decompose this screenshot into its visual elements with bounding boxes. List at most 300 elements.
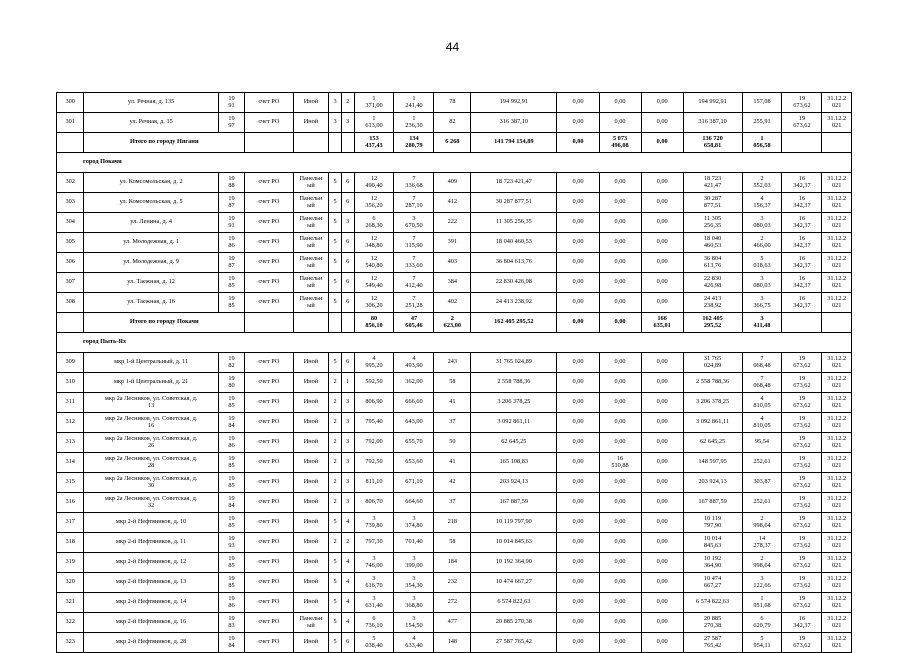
- cell-row-number: 311: [57, 393, 84, 413]
- cell-cost-per-sqm: 5 954,11: [742, 633, 782, 653]
- cell-federal-funds: 0,00: [557, 393, 599, 413]
- cell-living-area: 3 154,50: [394, 613, 434, 633]
- cell-address: мкр 2-й Нефтяников, д. 14: [84, 593, 219, 613]
- cell-address: мкр 2-й Нефтяников, д. 16: [84, 613, 219, 633]
- cell-limit-cost-per-sqm: 19 673,62: [782, 493, 822, 513]
- cell-row-number: 301: [57, 113, 84, 133]
- cell-region-funds: 0,00: [599, 193, 641, 213]
- cell-floors: 5: [329, 213, 342, 233]
- cell-floors: 2: [329, 433, 342, 453]
- cell-wall-material: Иной: [293, 573, 329, 593]
- cell-municipal-funds: 0,00: [641, 113, 683, 133]
- cell-address: мкр 2а Лесников, ул. Советская, д. 13: [84, 393, 219, 413]
- cell-region-funds: 0,00: [599, 413, 641, 433]
- cell-total-cost: 22 830 426,98: [471, 273, 557, 293]
- cell-living-area: 655,70: [394, 433, 434, 453]
- cell-floors: 5: [329, 193, 342, 213]
- city-name: город Пыть-Ях: [57, 333, 852, 353]
- cell-row-number: 300: [57, 93, 84, 113]
- cell-limit-cost-per-sqm: 19 673,62: [782, 93, 822, 113]
- cell-address: ул. Комсомольская, д. 2: [84, 173, 219, 193]
- cell-total-cost: 10 014 845,63: [471, 533, 557, 553]
- cell-region-funds: 0,00: [599, 353, 641, 373]
- cell-living-area: 4 633,40: [394, 633, 434, 653]
- cell-total-area: 792,00: [354, 433, 394, 453]
- cell-cost-per-sqm: 1 951,68: [742, 593, 782, 613]
- cell-entrances: 2: [341, 93, 354, 113]
- cell-total-area: 4 995,20: [354, 353, 394, 373]
- cell-floors: 5: [329, 253, 342, 273]
- cell-limit-cost-per-sqm: 16 342,37: [782, 253, 822, 273]
- cell-owner-funds: 316 387,10: [683, 113, 742, 133]
- cell-total-cost: 36 804 613,76: [471, 253, 557, 273]
- cell-residents: 402: [434, 293, 471, 313]
- cell-account-type: счет РО: [245, 593, 293, 613]
- cell-year-built: 19 85: [218, 293, 244, 313]
- cell-region-funds: 0,00: [599, 393, 641, 413]
- cell-wall-material: Иной: [293, 493, 329, 513]
- cell-deadline: 31.12.2 021: [822, 93, 852, 113]
- total-cell-municipal-funds: 0,00: [641, 133, 683, 153]
- cell-cost-per-sqm: 4 156,37: [742, 193, 782, 213]
- cell-living-area: 7 336,68: [394, 173, 434, 193]
- cell-floors: 2: [329, 473, 342, 493]
- cell-year-built: 19 85: [218, 513, 244, 533]
- cell-municipal-funds: 0,00: [641, 413, 683, 433]
- cell-deadline: 31.12.2 021: [822, 553, 852, 573]
- cell-region-funds: 0,00: [599, 113, 641, 133]
- cell-total-area: 3 616,70: [354, 573, 394, 593]
- cell-total-cost: 20 885 270,38: [471, 613, 557, 633]
- cell-entrances: 6: [341, 193, 354, 213]
- table-row: [57, 393, 852, 413]
- cell-region-funds: 0,00: [599, 273, 641, 293]
- cell-floors: 5: [329, 513, 342, 533]
- cell-wall-material: Иной: [293, 93, 329, 113]
- cell-residents: 384: [434, 273, 471, 293]
- cell-federal-funds: 0,00: [557, 373, 599, 393]
- cell-address: мкр 2а Лесников, ул. Советская, д. 30: [84, 473, 219, 493]
- cell-row-number: 302: [57, 173, 84, 193]
- cell-cost-per-sqm: 3 366,75: [742, 293, 782, 313]
- cell-entrances: 4: [341, 553, 354, 573]
- cell-federal-funds: 0,00: [557, 473, 599, 493]
- cell-municipal-funds: 0,00: [641, 293, 683, 313]
- cell-total-area: 806,70: [354, 493, 394, 513]
- cell-account-type: счет РО: [245, 433, 293, 453]
- cell-address: мкр 2а Лесников, ул. Советская, д. 16: [84, 413, 219, 433]
- cell-total-cost: 194 992,91: [471, 93, 557, 113]
- cell-municipal-funds: 0,00: [641, 373, 683, 393]
- total-cell-municipal-funds: 166 635,01: [641, 313, 683, 333]
- cell-residents: 391: [434, 233, 471, 253]
- cell-total-area: 797,30: [354, 533, 394, 553]
- cell-account-type: счет РО: [245, 353, 293, 373]
- cell-total-cost: 3 206 378,25: [471, 393, 557, 413]
- cell-address: мкр 2-й Нефтяников, д. 10: [84, 513, 219, 533]
- cell-wall-material: Иной: [293, 633, 329, 653]
- cell-year-built: 19 91: [218, 93, 244, 113]
- cell-entrances: 3: [341, 433, 354, 453]
- cell-owner-funds: 18 040 460,53: [683, 233, 742, 253]
- cell-floors: 2: [329, 393, 342, 413]
- cell-wall-material: Иной: [293, 373, 329, 393]
- cell-municipal-funds: 0,00: [641, 473, 683, 493]
- cell-total-cost: 10 119 797,90: [471, 513, 557, 533]
- cell-limit-cost-per-sqm: 19 673,62: [782, 553, 822, 573]
- cell-cost-per-sqm: 4 810,05: [742, 393, 782, 413]
- cell-deadline: 31.12.2 021: [822, 453, 852, 473]
- cell-wall-material: Иной: [293, 413, 329, 433]
- cell-row-number: 303: [57, 193, 84, 213]
- cell-region-funds: 0,00: [599, 93, 641, 113]
- cell-total-cost: 24 413 238,92: [471, 293, 557, 313]
- cell-account-type: счет РО: [245, 93, 293, 113]
- cell-owner-funds: 10 119 797,90: [683, 513, 742, 533]
- total-cell-owner-funds: 136 720 658,81: [683, 133, 742, 153]
- cell-wall-material: Иной: [293, 393, 329, 413]
- cell-wall-material: Иной: [293, 453, 329, 473]
- cell-cost-per-sqm: 252,61: [742, 493, 782, 513]
- cell-floors: 3: [329, 113, 342, 133]
- cell-row-number: 318: [57, 533, 84, 553]
- cell-residents: 37: [434, 413, 471, 433]
- cell-address: ул. Молодежная, д. 9: [84, 253, 219, 273]
- cell-wall-material: Иной: [293, 513, 329, 533]
- cell-empty: [329, 133, 342, 153]
- cell-entrances: 3: [341, 113, 354, 133]
- cell-total-area: 592,50: [354, 373, 394, 393]
- cell-residents: 58: [434, 533, 471, 553]
- total-cell-owner-funds: 162 405 295,52: [683, 313, 742, 333]
- cell-residents: 41: [434, 393, 471, 413]
- cell-account-type: счет РО: [245, 493, 293, 513]
- table-row: [57, 93, 852, 113]
- cell-municipal-funds: 0,00: [641, 173, 683, 193]
- cell-owner-funds: 20 885 270,38: [683, 613, 742, 633]
- cell-address: мкр 2а Лесников, ул. Советская, д. 26: [84, 433, 219, 453]
- cell-year-built: 19 85: [218, 553, 244, 573]
- table-row: [57, 633, 852, 653]
- cell-year-built: 19 97: [218, 113, 244, 133]
- total-cell-total-area: 80 856,10: [354, 313, 394, 333]
- cell-deadline: 31.12.2 021: [822, 593, 852, 613]
- cell-total-area: 12 356,20: [354, 193, 394, 213]
- cell-year-built: 19 85: [218, 573, 244, 593]
- cell-total-cost: 3 092 861,11: [471, 413, 557, 433]
- cell-residents: 50: [434, 433, 471, 453]
- cell-cost-per-sqm: 3 122,66: [742, 573, 782, 593]
- total-row: [57, 313, 852, 333]
- cell-municipal-funds: 0,00: [641, 213, 683, 233]
- cell-limit-cost-per-sqm: 16 342,37: [782, 293, 822, 313]
- cell-residents: 148: [434, 633, 471, 653]
- cell-address: ул. Ленина, д. 4: [84, 213, 219, 233]
- cell-owner-funds: 18 723 421,47: [683, 173, 742, 193]
- cell-empty: [341, 313, 354, 333]
- cell-total-cost: 18 040 460,53: [471, 233, 557, 253]
- cell-limit-cost-per-sqm: 19 673,62: [782, 353, 822, 373]
- cell-account-type: счет РО: [245, 393, 293, 413]
- cell-residents: 222: [434, 213, 471, 233]
- cell-living-area: 3 670,50: [394, 213, 434, 233]
- cell-total-area: 811,10: [354, 473, 394, 493]
- cell-wall-material: Иной: [293, 433, 329, 453]
- cell-owner-funds: 27 587 765,42: [683, 633, 742, 653]
- cell-row-number: 308: [57, 293, 84, 313]
- cell-floors: 2: [329, 413, 342, 433]
- cell-total-cost: 10 474 667,27: [471, 573, 557, 593]
- cell-owner-funds: 203 924,13: [683, 473, 742, 493]
- total-cell-residents: 2 623,00: [434, 313, 471, 333]
- cell-municipal-funds: 0,00: [641, 273, 683, 293]
- cell-wall-material: Панельн ый: [293, 193, 329, 213]
- total-cell-cost-per-sqm: 3 411,48: [742, 313, 782, 333]
- cell-municipal-funds: 0,00: [641, 393, 683, 413]
- cell-residents: 412: [434, 193, 471, 213]
- cell-floors: 5: [329, 633, 342, 653]
- cell-limit-cost-per-sqm: 19 673,62: [782, 373, 822, 393]
- cell-owner-funds: 2 558 788,36: [683, 373, 742, 393]
- cell-living-area: 7 333,60: [394, 253, 434, 273]
- total-cell-total-cost: 162 405 295,52: [471, 313, 557, 333]
- cell-wall-material: Панельн ый: [293, 173, 329, 193]
- total-cell-limit-cost-per-sqm: [782, 133, 822, 153]
- cell-region-funds: 0,00: [599, 473, 641, 493]
- cell-year-built: 19 80: [218, 373, 244, 393]
- cell-limit-cost-per-sqm: 19 673,62: [782, 633, 822, 653]
- cell-deadline: 31.12.2 021: [822, 193, 852, 213]
- cell-entrances: 4: [341, 513, 354, 533]
- cell-year-built: 19 84: [218, 633, 244, 653]
- cell-account-type: счет РО: [245, 253, 293, 273]
- cell-floors: 5: [329, 273, 342, 293]
- cell-cost-per-sqm: 7 068,48: [742, 353, 782, 373]
- cell-deadline: 31.12.2 021: [822, 273, 852, 293]
- cell-living-area: 7 251,28: [394, 293, 434, 313]
- cell-entrances: 4: [341, 593, 354, 613]
- city-name: город Покачи: [57, 153, 852, 173]
- cell-row-number: 322: [57, 613, 84, 633]
- cell-floors: 5: [329, 613, 342, 633]
- cell-entrances: 2: [341, 533, 354, 553]
- cell-total-cost: 10 192 364,90: [471, 553, 557, 573]
- cell-municipal-funds: 0,00: [641, 553, 683, 573]
- cell-federal-funds: 0,00: [557, 413, 599, 433]
- cell-address: ул. Речная, д. 135: [84, 93, 219, 113]
- cell-region-funds: 0,00: [599, 553, 641, 573]
- cell-federal-funds: 0,00: [557, 493, 599, 513]
- total-label: Итого по городу Покачи: [84, 313, 245, 333]
- cell-entrances: 3: [341, 413, 354, 433]
- cell-municipal-funds: 0,00: [641, 353, 683, 373]
- cell-limit-cost-per-sqm: 16 342,37: [782, 233, 822, 253]
- table-row: [57, 493, 852, 513]
- cell-year-built: 19 85: [218, 453, 244, 473]
- cell-region-funds: 0,00: [599, 173, 641, 193]
- cell-year-built: 19 91: [218, 213, 244, 233]
- cell-total-cost: 2 558 788,36: [471, 373, 557, 393]
- cell-year-built: 19 93: [218, 533, 244, 553]
- cell-row-number: 321: [57, 593, 84, 613]
- cell-municipal-funds: 0,00: [641, 533, 683, 553]
- cell-total-area: 12 490,40: [354, 173, 394, 193]
- cell-region-funds: 0,00: [599, 573, 641, 593]
- cell-entrances: 6: [341, 173, 354, 193]
- cell-account-type: счет РО: [245, 573, 293, 593]
- cell-residents: 477: [434, 613, 471, 633]
- cell-entrances: 3: [341, 453, 354, 473]
- cell-total-cost: 6 574 822,63: [471, 593, 557, 613]
- cell-residents: 37: [434, 493, 471, 513]
- cell-entrances: 3: [341, 213, 354, 233]
- cell-total-area: 3 746,00: [354, 553, 394, 573]
- cell-entrances: 6: [341, 273, 354, 293]
- cell-owner-funds: 36 804 613,76: [683, 253, 742, 273]
- cell-floors: 5: [329, 233, 342, 253]
- cell-total-area: 1 613,00: [354, 113, 394, 133]
- cell-owner-funds: 11 305 256,35: [683, 213, 742, 233]
- cell-municipal-funds: 0,00: [641, 93, 683, 113]
- cell-row-number: 309: [57, 353, 84, 373]
- cell-living-area: 701,40: [394, 533, 434, 553]
- cell-year-built: 19 86: [218, 233, 244, 253]
- cell-account-type: счет РО: [245, 613, 293, 633]
- cell-living-area: 666,60: [394, 393, 434, 413]
- cell-cost-per-sqm: 252,61: [742, 453, 782, 473]
- cell-wall-material: Панельн ый: [293, 233, 329, 253]
- table-row: [57, 253, 852, 273]
- cell-entrances: 6: [341, 633, 354, 653]
- cell-federal-funds: 0,00: [557, 113, 599, 133]
- cell-total-area: 792,50: [354, 453, 394, 473]
- cell-entrances: 4: [341, 613, 354, 633]
- table-row: [57, 453, 852, 473]
- cell-total-area: 5 038,40: [354, 633, 394, 653]
- cell-deadline: 31.12.2 021: [822, 433, 852, 453]
- cell-region-funds: 0,00: [599, 513, 641, 533]
- cell-federal-funds: 0,00: [557, 173, 599, 193]
- cell-address: мкр 2-й Нефтяников, д. 13: [84, 573, 219, 593]
- cell-deadline: 31.12.2 021: [822, 113, 852, 133]
- total-cell-living-area: 47 605,46: [394, 313, 434, 333]
- cell-federal-funds: 0,00: [557, 93, 599, 113]
- city-header-row: [57, 333, 852, 353]
- cell-limit-cost-per-sqm: 19 673,62: [782, 433, 822, 453]
- cell-federal-funds: 0,00: [557, 353, 599, 373]
- cell-region-funds: 0,00: [599, 373, 641, 393]
- cell-federal-funds: 0,00: [557, 513, 599, 533]
- cell-entrances: 4: [341, 573, 354, 593]
- cell-cost-per-sqm: 3 080,03: [742, 213, 782, 233]
- cell-year-built: 19 87: [218, 193, 244, 213]
- table-row: [57, 213, 852, 233]
- cell-year-built: 19 85: [218, 393, 244, 413]
- cell-address: мкр 2-й Нефтяников, д. 11: [84, 533, 219, 553]
- cell-limit-cost-per-sqm: 19 673,62: [782, 113, 822, 133]
- cell-cost-per-sqm: 2 998,64: [742, 553, 782, 573]
- cell-total-area: 12 549,40: [354, 273, 394, 293]
- cell-owner-funds: 194 992,91: [683, 93, 742, 113]
- cell-deadline: 31.12.2 021: [822, 473, 852, 493]
- cell-municipal-funds: 0,00: [641, 453, 683, 473]
- cell-region-funds: 0,00: [599, 493, 641, 513]
- cell-residents: 409: [434, 173, 471, 193]
- cell-region-funds: 0,00: [599, 433, 641, 453]
- cell-living-area: 3 368,80: [394, 593, 434, 613]
- cell-total-area: 795,40: [354, 413, 394, 433]
- cell-wall-material: Иной: [293, 553, 329, 573]
- cell-deadline: 31.12.2 021: [822, 253, 852, 273]
- cell-address: мкр 2а Лесников, ул. Советская, д. 28: [84, 453, 219, 473]
- cell-address: ул. Молодежная, д. 1: [84, 233, 219, 253]
- table-row: [57, 233, 852, 253]
- cell-owner-funds: 167 887,59: [683, 493, 742, 513]
- cell-empty: [329, 313, 342, 333]
- cell-wall-material: Панельн ый: [293, 213, 329, 233]
- cell-residents: 82: [434, 113, 471, 133]
- cell-floors: 5: [329, 173, 342, 193]
- cell-cost-per-sqm: 6 620,79: [742, 613, 782, 633]
- cell-deadline: 31.12.2 021: [822, 173, 852, 193]
- cell-account-type: счет РО: [245, 173, 293, 193]
- cell-floors: 3: [329, 93, 342, 113]
- cell-owner-funds: 3 092 861,11: [683, 413, 742, 433]
- cell-empty: [293, 133, 329, 153]
- cell-owner-funds: 10 192 364,90: [683, 553, 742, 573]
- cell-region-funds: 0,00: [599, 233, 641, 253]
- cell-floors: 2: [329, 493, 342, 513]
- cell-deadline: 31.12.2 021: [822, 293, 852, 313]
- cell-floors: 2: [329, 533, 342, 553]
- cell-total-area: 12 348,80: [354, 233, 394, 253]
- cell-limit-cost-per-sqm: 19 673,62: [782, 453, 822, 473]
- cell-limit-cost-per-sqm: 19 673,62: [782, 573, 822, 593]
- cell-row-number: 316: [57, 493, 84, 513]
- cell-cost-per-sqm: 5 018,63: [742, 253, 782, 273]
- cell-year-built: 19 86: [218, 433, 244, 453]
- cell-cost-per-sqm: 157,08: [742, 93, 782, 113]
- cell-federal-funds: 0,00: [557, 533, 599, 553]
- cell-limit-cost-per-sqm: 19 673,62: [782, 513, 822, 533]
- cell-row-number: 307: [57, 273, 84, 293]
- cell-municipal-funds: 0,00: [641, 433, 683, 453]
- cell-owner-funds: 30 287 877,51: [683, 193, 742, 213]
- cell-municipal-funds: 0,00: [641, 233, 683, 253]
- cell-deadline: 31.12.2 021: [822, 493, 852, 513]
- cell-floors: 5: [329, 553, 342, 573]
- cell-account-type: счет РО: [245, 293, 293, 313]
- cell-wall-material: Иной: [293, 473, 329, 493]
- cell-municipal-funds: 0,00: [641, 193, 683, 213]
- cell-region-funds: 0,00: [599, 593, 641, 613]
- cell-wall-material: Иной: [293, 113, 329, 133]
- cell-municipal-funds: 0,00: [641, 613, 683, 633]
- cell-residents: 58: [434, 373, 471, 393]
- cell-living-area: 4 493,90: [394, 353, 434, 373]
- table-row: [57, 113, 852, 133]
- cell-total-cost: 203 924,13: [471, 473, 557, 493]
- cell-residents: 184: [434, 553, 471, 573]
- cell-deadline: 31.12.2 021: [822, 513, 852, 533]
- city-header-row: [57, 153, 852, 173]
- cell-total-cost: 165 108,83: [471, 453, 557, 473]
- cell-federal-funds: 0,00: [557, 453, 599, 473]
- cell-address: мкр 2-й Нефтяников, д. 12: [84, 553, 219, 573]
- cell-cost-per-sqm: 14 278,37: [742, 533, 782, 553]
- cell-federal-funds: 0,00: [557, 633, 599, 653]
- cell-region-funds: 0,00: [599, 253, 641, 273]
